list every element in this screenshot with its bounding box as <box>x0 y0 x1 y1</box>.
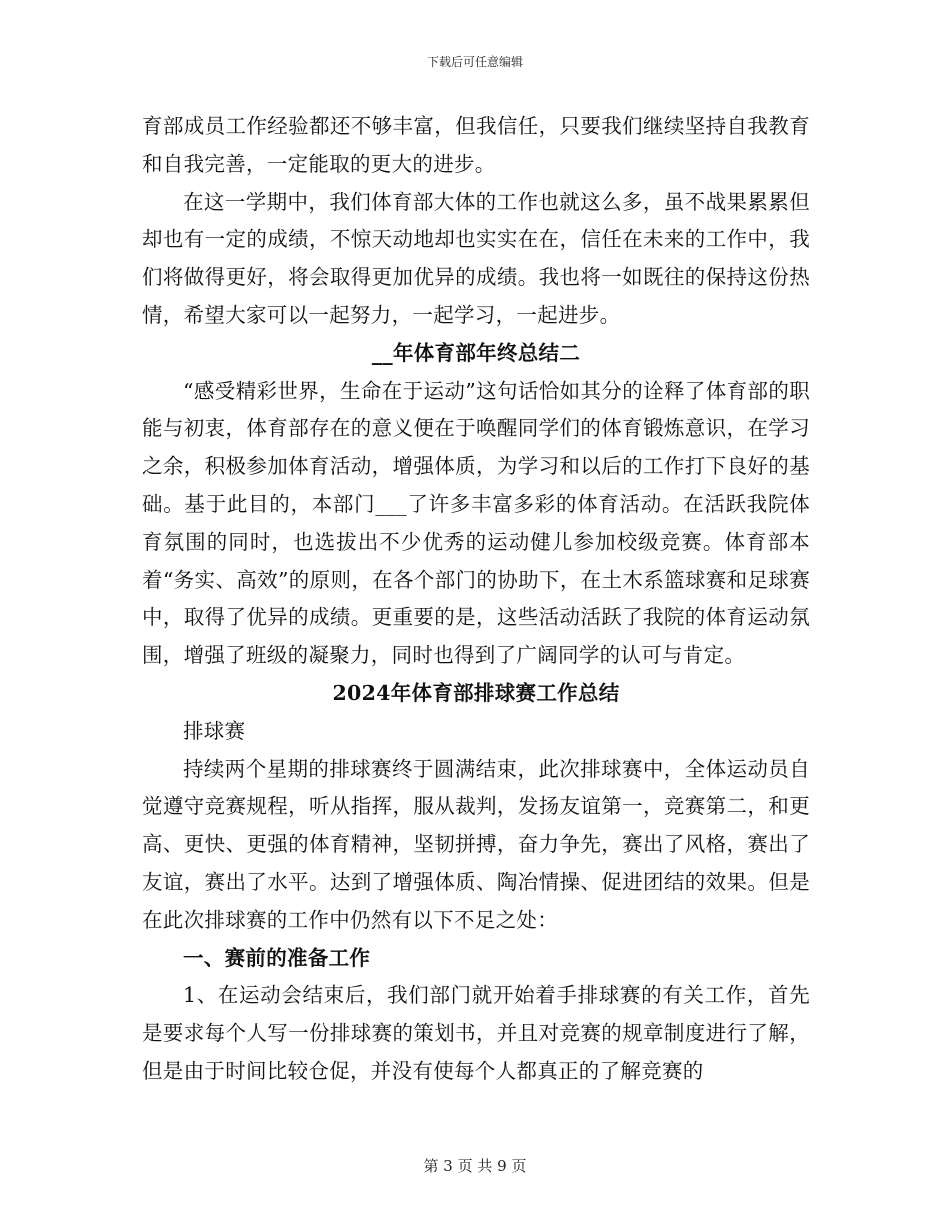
document-body <box>142 108 810 1091</box>
paragraph-sports-department: “感受精彩世界，生命在于运动”这句话恰如其分的诠释了体育部的职能与初衷，体育部存在的意义便在于唤醒同学们的体育锻炼意识，在学习之余，积极参加体育活动，增强体质，为学习和以后的工作打下良好的基础。基于此目的，本部门___了许多丰富多彩的体育活动。在活跃我院体育氛围的同时，也选拔出不少优秀的运动健儿参加校级竞赛。体育部本着“务实、高效”的原则，在各个部门的协助下，在土木系篮球赛和足球赛中，取得了优异的成绩。更重要的是，这些活动活跃了我院的体育运动氛围，增强了班级的凝聚力，同时也得到了广阔同学的认可与肯定。 <box>142 378 810 668</box>
page-header: 下载后可任意编辑 <box>426 55 523 69</box>
section-heading-volleyball: 2024年体育部排球赛工作总结 <box>332 680 620 705</box>
section-heading-year-end: __年体育部年终总结二 <box>371 340 581 365</box>
subsection-heading-preparation: 一、赛前的准备工作 <box>183 945 371 970</box>
paragraph-continued: 育部成员工作经验都还不够丰富，但我信任，只要我们继续坚持自我教育和自我完善，一定能取的更大的进步。 <box>142 114 810 176</box>
page-footer: 第 3 页 共 9 页 <box>423 1157 527 1175</box>
paragraph-volleyball-label: 排球赛 <box>183 718 246 743</box>
paragraph-summary: 在这一学期中，我们体育部大体的工作也就这么多，虽不战果累累但却也有一定的成绩，不惊天动地却也实实在在，信任在未来的工作中，我们将做得更好，将会取得更加优异的成绩。我也将一如既往的保持这份热情，希望大家可以一起努力，一起学习，一起进步。 <box>142 189 810 327</box>
paragraph-preparation-item-1: 1、在运动会结束后，我们部门就开始着手排球赛的有关工作，首先是要求每个人写一份排球赛的策划书，并且对竞赛的规章制度进行了解，但是由于时间比较仓促，并没有使每个人都真正的了解竞赛的 <box>142 983 810 1083</box>
paragraph-volleyball-summary: 持续两个星期的排球赛终于圆满结束，此次排球赛中，全体运动员自觉遵守竞赛规程，听从指挥，服从裁判，发扬友谊第一，竞赛第二，和更高、更快、更强的体育精神，坚韧拼搏，奋力争先，赛出了风格，赛出了友谊，赛出了水平。达到了增强体质、陶冶情操、促进团结的效果。但是在此次排球赛的工作中仍然有以下不足之处： <box>142 756 810 932</box>
